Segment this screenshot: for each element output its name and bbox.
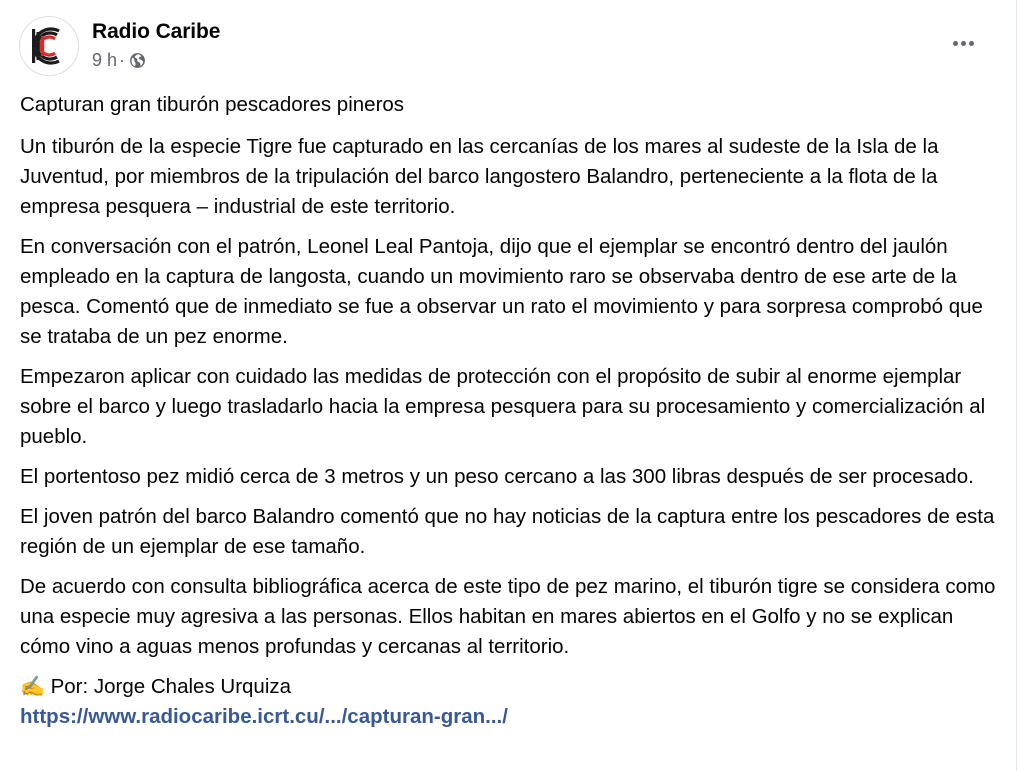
article-link[interactable]: https://www.radiocaribe.icrt.cu/.../capturan-gran.../ <box>20 705 508 728</box>
author-line <box>20 672 1005 702</box>
more-options-icon-dot <box>961 41 966 46</box>
page-name[interactable]: Radio Caribe <box>92 20 221 43</box>
post-paragraph: En conversación con el patrón, Leonel Leal Pantoja, dijo que el ejemplar se encontró dentro del jaulón empleado en la captura de langosta, cuando un movimiento raro se observaba dentro de ese arte de la pesca. Comentó que de inmediato se fue a observar un rato el movimiento y para sorpresa comprobó que se trataba de un pez enorme. <box>20 235 983 348</box>
more-options-icon-dot <box>969 41 974 46</box>
more-options-icon <box>953 41 958 46</box>
author-name: Por: Jorge Chales Urquiza <box>50 675 292 698</box>
post-subline <box>92 49 220 71</box>
post-paragraph: El joven patrón del barco Balandro comentó que no hay noticias de la captura entre los pescadores de esta región de un ejemplar de ese tamaño. <box>20 505 995 558</box>
globe-icon[interactable] <box>129 52 146 69</box>
post-paragraph: De acuerdo con consulta bibliográfica acerca de este tipo de pez marino, el tiburón tigre se considera como una especie muy agresiva a las personas. Ellos habitan en mares abiertos en el Golfo y no se explican cómo vino a aguas menos profundas y cercanas al territorio. <box>20 575 996 658</box>
post-paragraph: Un tiburón de la especie Tigre fue capturado en las cercanías de los mares al sudeste de la Isla de la Juventud, por miembros de la tripulación del barco langostero Balandro, perteneciente a la flota de la empresa pesquera – industrial de este territorio. <box>20 135 939 218</box>
avatar[interactable] <box>19 16 79 76</box>
post-content <box>20 90 1005 732</box>
radio-caribe-logo-icon <box>23 20 75 72</box>
post-time[interactable]: 9 h <box>92 50 118 70</box>
post-title: Capturan gran tiburón pescadores pineros <box>20 93 405 116</box>
more-options-button[interactable] <box>948 28 978 58</box>
post-meta <box>92 19 220 71</box>
post-paragraph: Empezaron aplicar con cuidado las medidas de protección con el propósito de subir al enorme ejemplar sobre el barco y luego trasladarlo hacia la empresa pesquera para su procesamiento y comercialización al pueblo. <box>20 365 986 448</box>
post-header <box>19 16 220 76</box>
separator-dot: · <box>119 50 126 70</box>
writing-hand-icon: ✍️ <box>20 676 45 698</box>
post-paragraph: El portentoso pez midió cerca de 3 metros y un peso cercano a las 300 libras después de ser procesado. <box>20 465 974 488</box>
